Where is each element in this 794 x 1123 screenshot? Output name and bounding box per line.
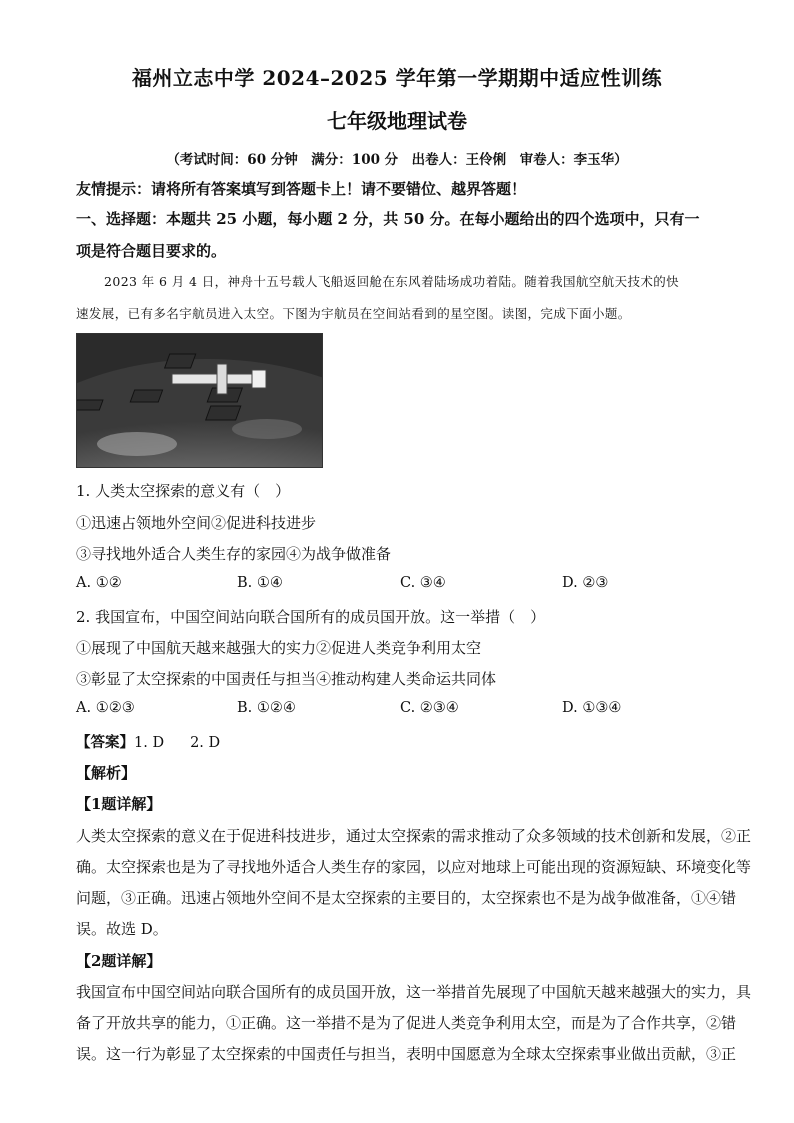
detail-1-line-4: 误。故选 D。 xyxy=(76,920,168,938)
question-2-statement-2: ③彰显了太空探索的中国责任与担当④推动构建人类命运共同体 xyxy=(76,670,497,688)
question-2-option-c: C. ②③④ xyxy=(400,700,459,716)
answer-label: 【答案】 xyxy=(76,734,134,751)
passage-line-1: 2023 年 6 月 4 日，神舟十五号载人飞船返回舱在东风着陆场成功着陆。随着我国航空航天技术的快 xyxy=(104,274,680,289)
detail-1-line-3: 问题，③正确。迅速占领地外空间不是太空探索的主要目的，太空探索也不是为战争做准备，①④错 xyxy=(76,889,737,907)
answer-2: 2. D xyxy=(190,735,221,751)
question-2-stem: 2. 我国宣布，中国空间站向联合国所有的成员国开放。这一举措（ ） xyxy=(76,608,546,626)
detail-2-line-1: 我国宣布中国空间站向联合国所有的成员国开放，这一举措首先展现了中国航天越来越强大的实力，具 xyxy=(76,983,752,1001)
answer-row xyxy=(76,731,220,752)
question-1-option-d: D. ②③ xyxy=(562,575,609,591)
space-station-photo xyxy=(76,333,323,468)
question-2-option-d: D. ①③④ xyxy=(562,700,622,716)
question-2-option-a: A. ①②③ xyxy=(76,700,135,716)
question-1-statement-1: ①迅速占领地外空间②促进科技进步 xyxy=(76,514,317,532)
exam-title: 福州立志中学 2024–2025 学年第一学期期中适应性训练 xyxy=(131,66,663,90)
detail-2-label: 【2题详解】 xyxy=(76,952,162,970)
question-1-option-b: B. ①④ xyxy=(237,575,283,591)
section-instruction-1: 一、选择题：本题共 25 小题，每小题 2 分，共 50 分。在每小题给出的四个选项中，只有一 xyxy=(76,210,700,228)
question-1-stem: 1. 人类太空探索的意义有（ ） xyxy=(76,482,291,500)
detail-1-line-1: 人类太空探索的意义在于促进科技进步，通过太空探索的需求推动了众多领域的技术创新和发展，②正 xyxy=(76,827,752,845)
detail-1-line-2: 确。太空探索也是为了寻找地外适合人类生存的家园，以应对地球上可能出现的资源短缺、环境变化等 xyxy=(76,858,752,876)
detail-1-label: 【1题详解】 xyxy=(76,795,162,813)
detail-2-line-3: 误。这一行为彰显了太空探索的中国责任与担当，表明中国愿意为全球太空探索事业做出贡献，③正 xyxy=(76,1045,737,1063)
space-station-image xyxy=(77,334,322,467)
answer-1: 1. D xyxy=(134,735,165,751)
section-instruction-2: 项是符合题目要求的。 xyxy=(76,242,227,260)
detail-2-line-2: 备了开放共享的能力，①正确。这一举措不是为了促进人类竞争利用太空，而是为了合作共享，②错 xyxy=(76,1014,737,1032)
passage-line-2: 速发展，已有多名宇航员进入太空。下图为宇航员在空间站看到的星空图。读图，完成下面小题。 xyxy=(76,306,631,321)
question-1-option-c: C. ③④ xyxy=(400,575,446,591)
exam-meta: （考试时间：60 分钟 满分：100 分 出卷人：王伶俐 审卷人：李玉华） xyxy=(166,152,628,168)
exam-subtitle: 七年级地理试卷 xyxy=(327,109,467,133)
analysis-label: 【解析】 xyxy=(76,764,137,782)
question-2-option-b: B. ①②④ xyxy=(237,700,296,716)
question-1-statement-2: ③寻找地外适合人类生存的家园④为战争做准备 xyxy=(76,545,392,563)
friendly-tips: 友情提示：请将所有答案填写到答题卡上！请不要错位、越界答题！ xyxy=(76,180,527,198)
question-2-statement-1: ①展现了中国航天越来越强大的实力②促进人类竞争利用太空 xyxy=(76,639,482,657)
question-1-option-a: A. ①② xyxy=(76,575,122,591)
